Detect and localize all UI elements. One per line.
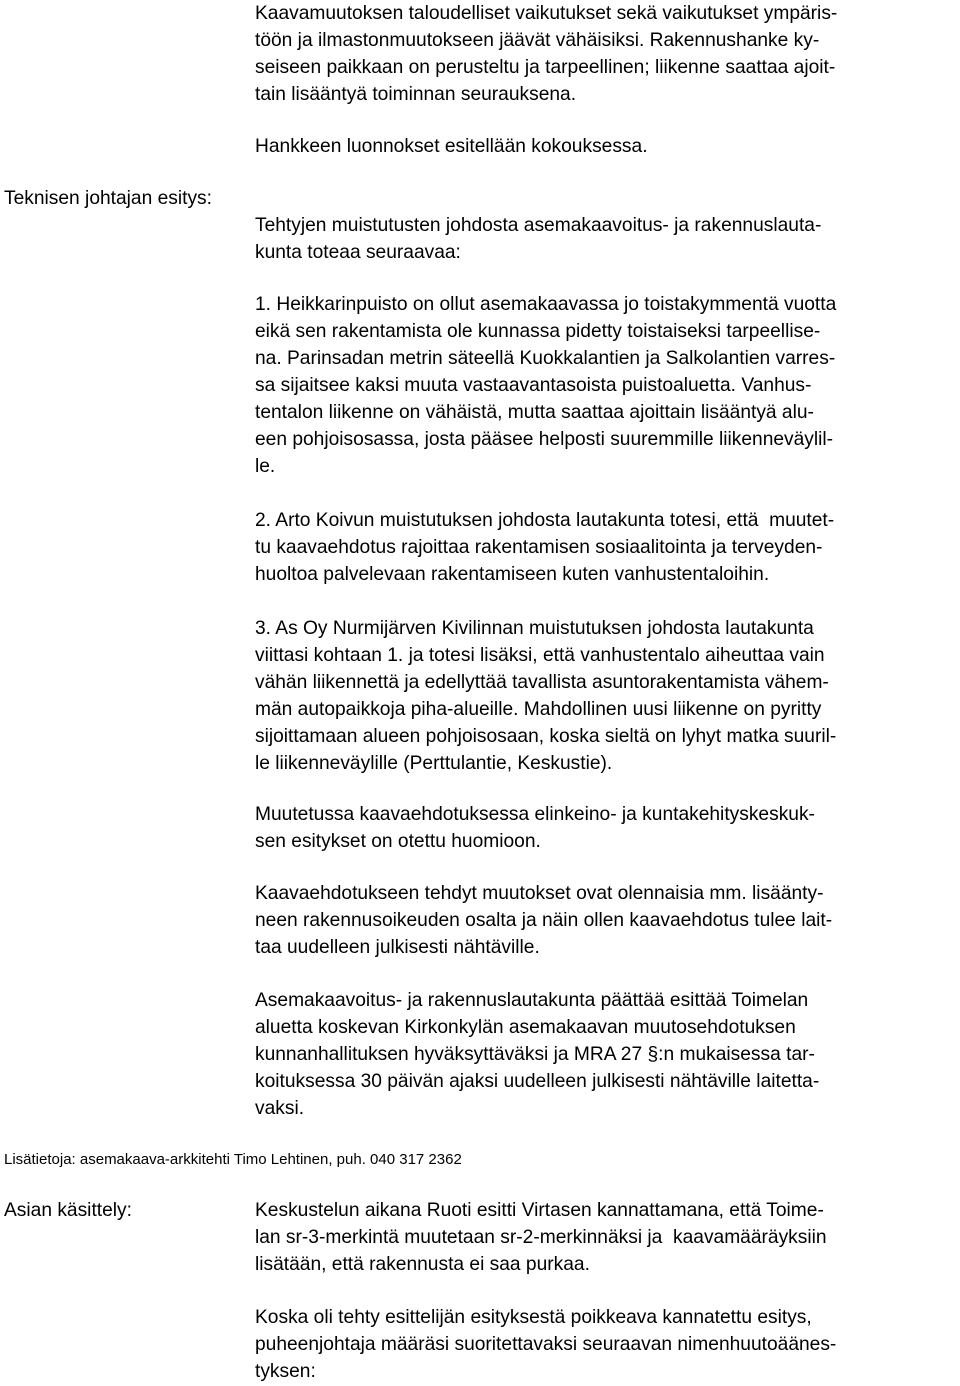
point2-line-1: 2. Arto Koivun muistutuksen johdosta lautakunta totesi, että muutet- (255, 510, 835, 531)
point3-line-3: vähän liikennettä ja edellyttää tavallista asuntorakentamista vähem- (255, 672, 829, 693)
changes-line-1: Kaavaehdotukseen tehdyt muutokset ovat olennaisia mm. lisäänty- (255, 883, 824, 904)
intro-line-2: töön ja ilmastonmuutokseen jäävät vähäisiksi. Rakennushanke ky- (255, 30, 820, 51)
point1-line-7: le. (255, 456, 276, 477)
point1-line-4: sa sijaitsee kaksi muuta vastaavantasoista puistoaluetta. Vanhus- (255, 375, 812, 396)
handling-p2-line-2: puheenjohtaja määräsi suoritettavaksi seuraavan nimenhuutoäänes- (255, 1334, 837, 1355)
business-line-2: sen esitykset on otettu huomioon. (255, 831, 541, 852)
point2-line-3: huoltoa palvelevaan rakentamiseen kuten vanhustentaloihin. (255, 564, 770, 585)
decision-line-3: kunnanhallituksen hyväksyttäväksi ja MRA 27 §:n mukaisessa tar- (255, 1044, 815, 1065)
point1-line-1: 1. Heikkarinpuisto on ollut asemakaavassa jo toistakymmentä vuotta (255, 294, 837, 315)
point1-line-6: een pohjoisosassa, josta pääsee helposti suuremmille liikenneväylil- (255, 429, 834, 450)
point2-line-2: tu kaavaehdotus rajoittaa rakentamisen sosiaalitointa ja terveyden- (255, 537, 823, 558)
decision-line-1: Asemakaavoitus- ja rakennuslautakunta päättää esittää Toimelan (255, 990, 809, 1011)
proposal-intro-line-2: kunta toteaa seuraavaa: (255, 242, 461, 263)
point1-line-5: tentalon liikenne on vähäistä, mutta saattaa ajoittain lisääntyä alu- (255, 402, 814, 423)
handling-p1-line-3: lisätään, että rakennusta ei saa purkaa. (255, 1254, 590, 1275)
point3-line-1: 3. As Oy Nurmijärven Kivilinnan muistutuksen johdosta lautakunta (255, 618, 814, 639)
decision-line-5: vaksi. (255, 1098, 305, 1119)
point3-line-2: viittasi kohtaan 1. ja totesi lisäksi, että vanhustentalo aiheuttaa vain (255, 645, 825, 666)
handling-p1-line-2: lan sr-3-merkintä muutetaan sr-2-merkinnäksi ja kaavamääräyksiin (255, 1227, 827, 1248)
changes-line-3: taa uudelleen julkisesti nähtäville. (255, 937, 540, 958)
handling-p1-line-1: Keskustelun aikana Ruoti esitti Virtasen kannattamana, että Toime- (255, 1200, 824, 1221)
intro-line-1: Kaavamuutoksen taloudelliset vaikutukset sekä vaikutukset ympäris- (255, 3, 838, 24)
handling-p2-line-1: Koska oli tehty esittelijän esityksestä poikkeava kannatettu esitys, (255, 1307, 812, 1328)
intro-line-4: tain lisääntyä toiminnan seurauksena. (255, 84, 577, 105)
decision-line-2: aluetta koskevan Kirkonkylän asemakaavan muutosehdotuksen (255, 1017, 796, 1038)
decision-line-4: koituksessa 30 päivän ajaksi uudelleen julkisesti nähtäville laitetta- (255, 1071, 820, 1092)
drafts-note: Hankkeen luonnokset esitellään kokouksessa. (255, 136, 648, 157)
point3-line-6: le liikenneväylille (Perttulantie, Keskustie). (255, 753, 613, 774)
point3-line-5: sijoittamaan alueen pohjoisosaan, koska sieltä on lyhyt matka suuril- (255, 726, 837, 747)
contact-info: Lisätietoja: asemakaava-arkkitehti Timo Lehtinen, puh. 040 317 2362 (4, 1151, 462, 1168)
point3-line-4: män autopaikkoja piha-alueille. Mahdollinen uusi liikenne on pyritty (255, 699, 822, 720)
handling-p2-line-3: tyksen: (255, 1361, 316, 1382)
point1-line-2: eikä sen rakentamista ole kunnassa pidetty toistaiseksi tarpeellise- (255, 321, 821, 342)
intro-line-3: seiseen paikkaan on perusteltu ja tarpeellinen; liikenne saattaa ajoit- (255, 57, 836, 78)
point1-line-3: na. Parinsadan metrin säteellä Kuokkalantien ja Salkolantien varres- (255, 348, 836, 369)
proposal-label: Teknisen johtajan esitys: (4, 188, 212, 209)
handling-label: Asian käsittely: (4, 1200, 132, 1221)
changes-line-2: neen rakennusoikeuden osalta ja näin ollen kaavaehdotus tulee lait- (255, 910, 833, 931)
business-line-1: Muutetussa kaavaehdotuksessa elinkeino- ja kuntakehityskeskuk- (255, 804, 815, 825)
proposal-intro-line-1: Tehtyjen muistutusten johdosta asemakaavoitus- ja rakennuslauta- (255, 215, 822, 236)
